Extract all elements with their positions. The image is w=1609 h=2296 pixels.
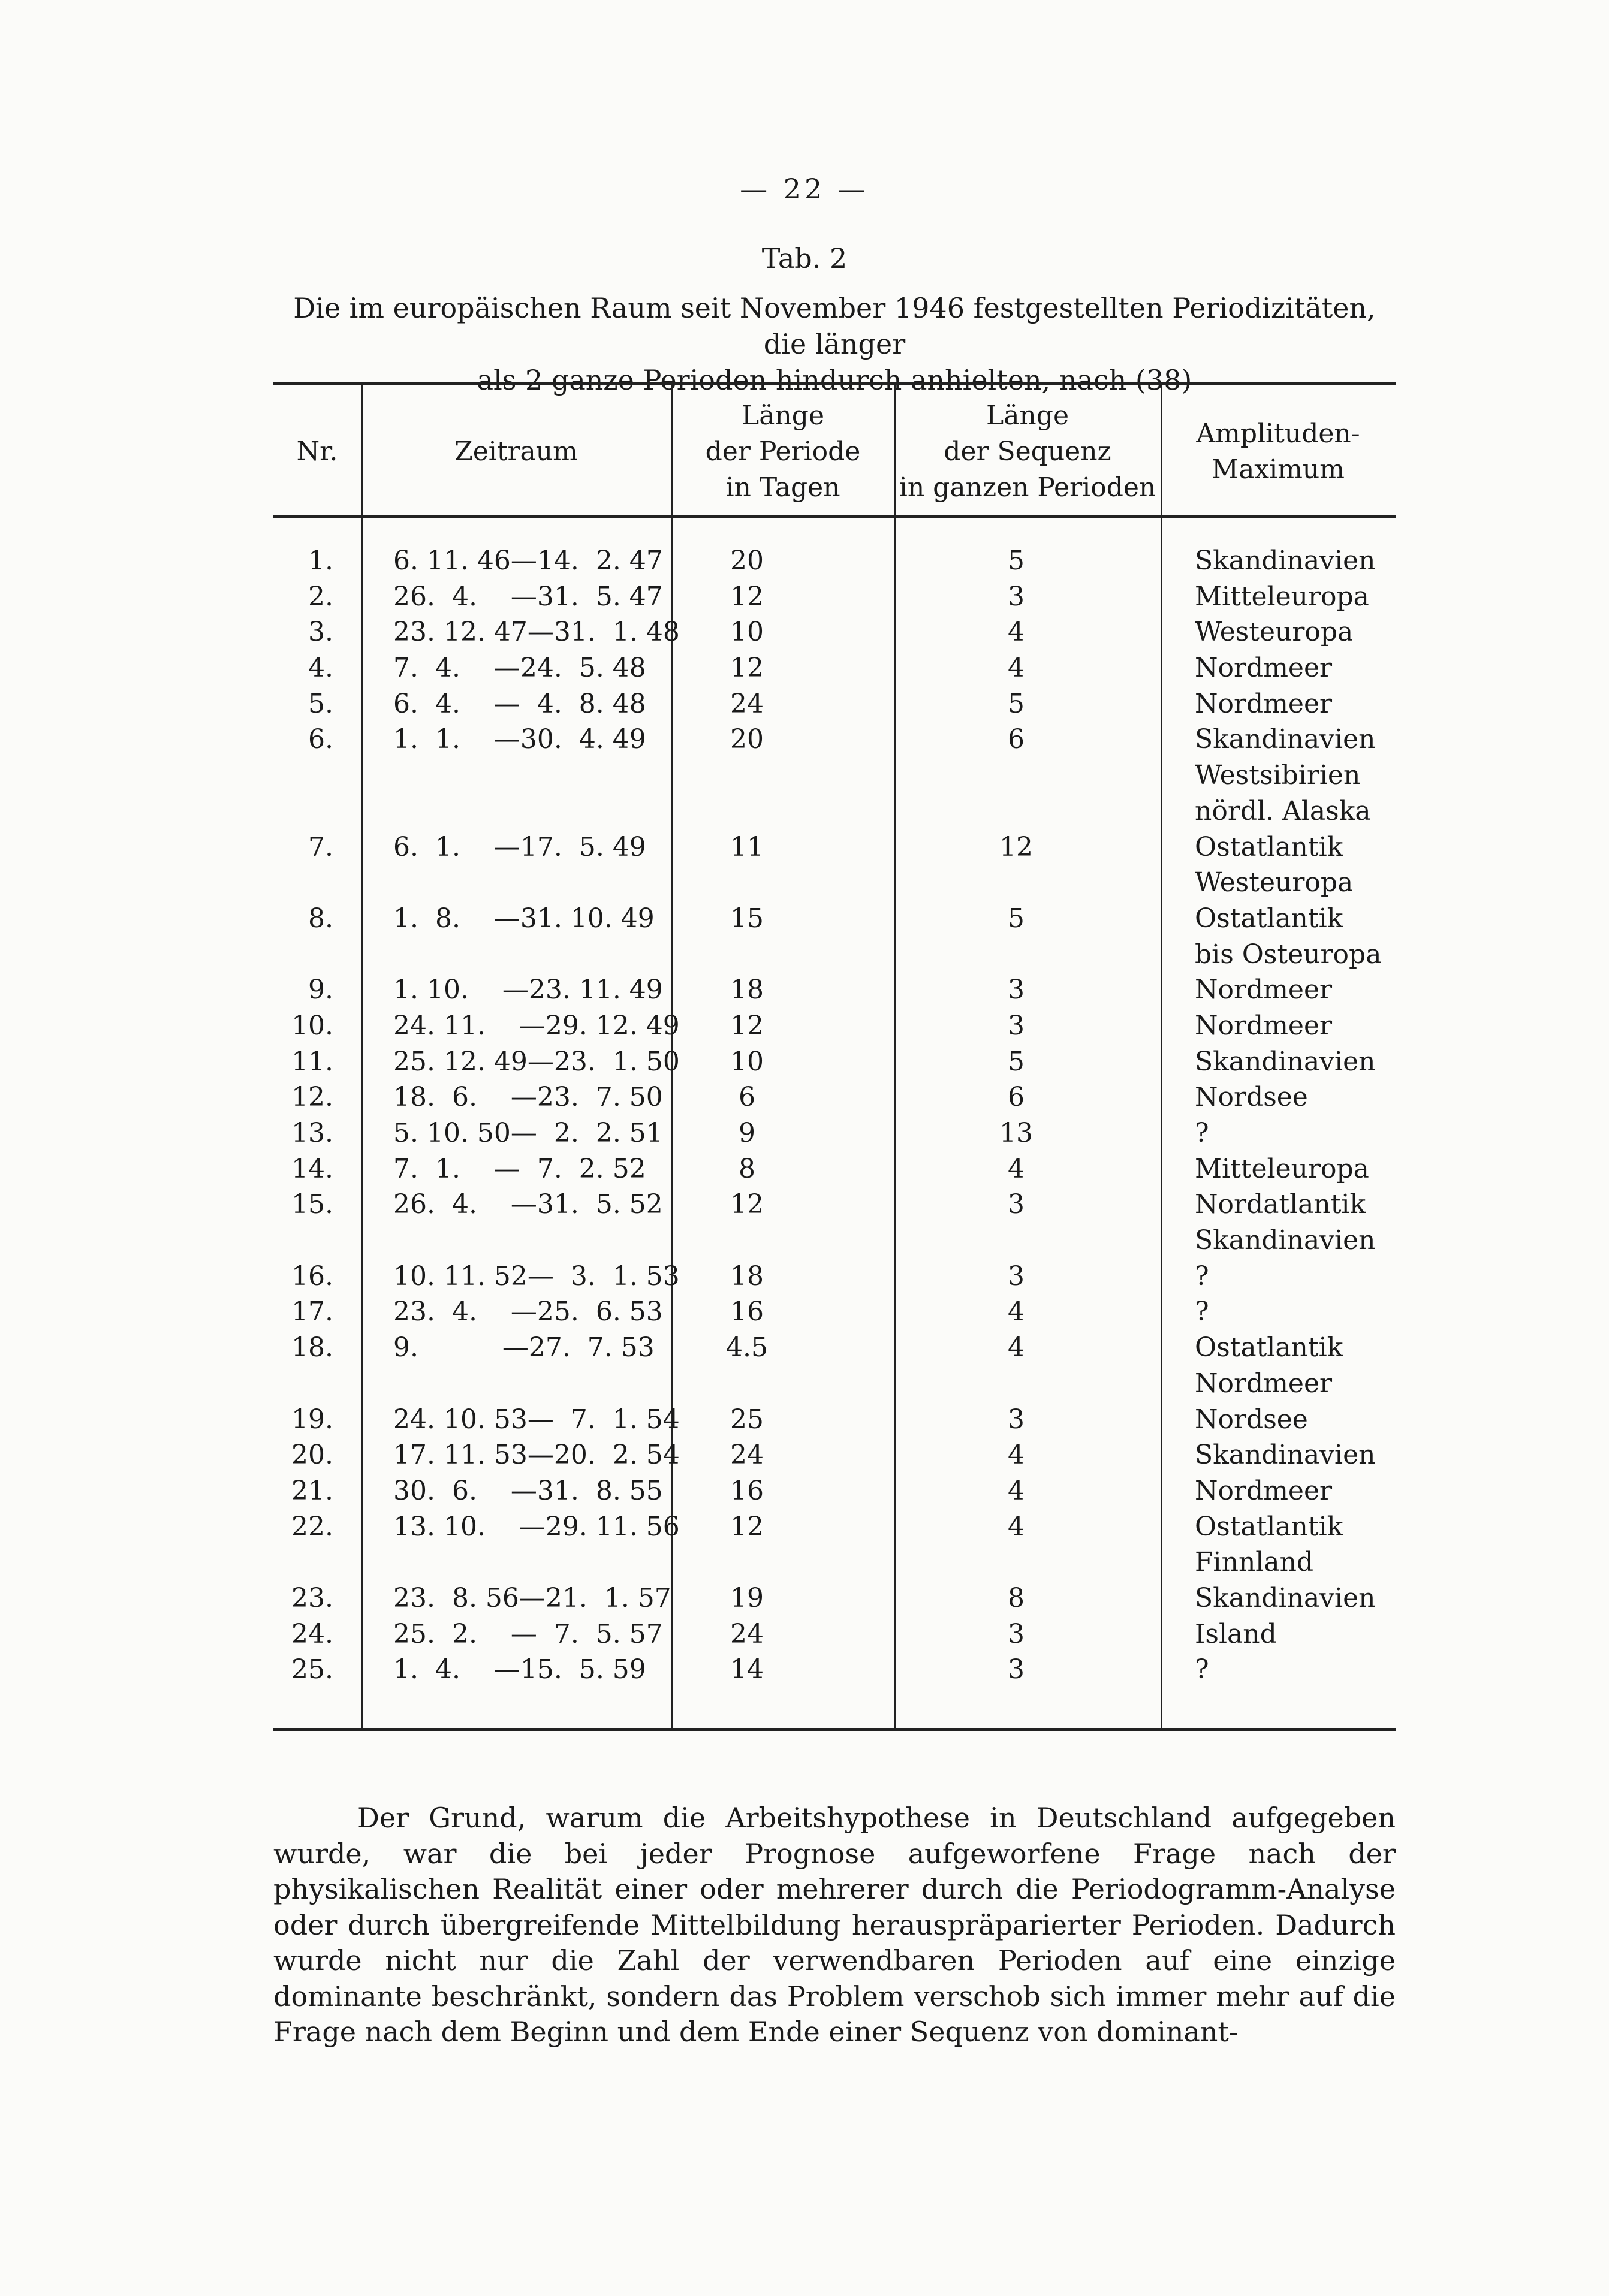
table-row: [273, 1366, 1396, 1402]
cell-ls: 5: [1008, 545, 1025, 576]
cell-ls: 4: [1008, 1296, 1025, 1327]
cell-nr: 6.: [308, 724, 333, 755]
table-caption: [273, 290, 1396, 398]
cell-nr: 25.: [291, 1654, 333, 1685]
cell-nr: 23.: [291, 1582, 333, 1613]
cell-amp: Mitteleuropa: [1195, 1153, 1369, 1184]
cell-amp: Ostatlantik: [1195, 903, 1343, 934]
cell-zeitraum: 26. 4. —31. 5. 47: [393, 581, 663, 612]
cell-nr: 11.: [291, 1046, 333, 1077]
cell-ls: 3: [1008, 1189, 1025, 1220]
cell-lp: 12: [730, 1189, 764, 1220]
table-row: [273, 614, 1396, 650]
cell-zeitraum: 10. 11. 52— 3. 1. 53: [393, 1260, 680, 1292]
cell-lp: 16: [730, 1296, 764, 1327]
cell-amp: ?: [1195, 1654, 1209, 1685]
cell-ls: 6: [1008, 1082, 1025, 1113]
table-row: [273, 1544, 1396, 1580]
header-zeitraum: Zeitraum: [454, 436, 578, 467]
table-label: Tab. 2: [761, 242, 848, 274]
page-number: — 22 —: [740, 173, 869, 205]
cell-zeitraum: 1. 8. —31. 10. 49: [393, 903, 655, 934]
cell-amp: ?: [1195, 1296, 1209, 1327]
cell-zeitraum: 13. 10. —29. 11. 56: [393, 1511, 680, 1542]
cell-amp: Nordmeer: [1195, 974, 1333, 1006]
cell-amp: Westeuropa: [1195, 617, 1354, 648]
cell-zeitraum: 6. 4. — 4. 8. 48: [393, 688, 646, 719]
cell-ls: 3: [1008, 1654, 1025, 1685]
body-paragraph: [273, 1800, 1396, 2050]
cell-ls: 12: [999, 831, 1033, 862]
cell-amp: Nordmeer: [1195, 688, 1333, 719]
cell-ls: 8: [1008, 1582, 1025, 1613]
header-laenge-sequenz: Länge der Sequenz in ganzen Perioden: [899, 400, 1156, 503]
cell-lp: 14: [730, 1654, 764, 1685]
cell-nr: 15.: [291, 1189, 333, 1220]
cell-amp: Finnland: [1195, 1547, 1314, 1578]
table-row: [273, 758, 1396, 794]
cell-ls: 3: [1008, 581, 1025, 612]
cell-lp: 24: [730, 1618, 764, 1649]
cell-nr: 2.: [308, 581, 333, 612]
table-row: [273, 1580, 1396, 1616]
table-row: [273, 1151, 1396, 1187]
cell-ls: 3: [1008, 1618, 1025, 1649]
cell-lp: 25: [730, 1404, 764, 1435]
table-row: [273, 1473, 1396, 1509]
cell-lp: 24: [730, 688, 764, 719]
cell-nr: 10.: [291, 1010, 333, 1041]
cell-zeitraum: 24. 11. —29. 12. 49: [393, 1010, 680, 1041]
cell-nr: 19.: [291, 1404, 333, 1435]
cell-amp: Ostatlantik: [1195, 831, 1343, 862]
caption-line-2: als 2 ganze Perioden hindurch anhielten, nach (38): [477, 364, 1192, 396]
table-row: [273, 543, 1396, 579]
table-row: [273, 1402, 1396, 1438]
cell-lp: 11: [730, 831, 764, 862]
cell-zeitraum: 7. 1. — 7. 2. 52: [393, 1153, 646, 1184]
table-row: [273, 1115, 1396, 1151]
header-laenge-periode: Länge der Periode in Tagen: [705, 400, 861, 503]
cell-zeitraum: 1. 10. —23. 11. 49: [393, 974, 663, 1006]
cell-nr: 4.: [308, 653, 333, 684]
cell-amp: Ostatlantik: [1195, 1332, 1343, 1363]
table-bottom-rule: [273, 1728, 1396, 1731]
cell-nr: 24.: [291, 1618, 333, 1649]
cell-lp: 16: [730, 1475, 764, 1506]
header-amplitude: Amplituden- Maximum: [1196, 418, 1360, 485]
cell-ls: 6: [1008, 724, 1025, 755]
cell-nr: 13.: [291, 1118, 333, 1148]
cell-nr: 7.: [308, 831, 333, 862]
cell-amp: Skandinavien: [1195, 1225, 1376, 1256]
cell-lp: 6: [739, 1082, 755, 1113]
periodicity-table: [273, 382, 1396, 1731]
cell-ls: 5: [1008, 1046, 1025, 1077]
cell-lp: 24: [730, 1440, 764, 1471]
table-row: [273, 865, 1396, 901]
table-row: [273, 1616, 1396, 1652]
cell-ls: 5: [1008, 688, 1025, 719]
cell-amp: Nordmeer: [1195, 653, 1333, 684]
cell-lp: 12: [730, 581, 764, 612]
cell-amp: Nordmeer: [1195, 1368, 1333, 1399]
cell-amp: Island: [1195, 1618, 1277, 1649]
cell-nr: 21.: [291, 1475, 333, 1506]
cell-ls: 4: [1008, 653, 1025, 684]
cell-amp: ?: [1195, 1118, 1209, 1148]
cell-lp: 12: [730, 1511, 764, 1542]
cell-ls: 4: [1008, 1332, 1025, 1363]
cell-lp: 12: [730, 1010, 764, 1041]
cell-zeitraum: 9. —27. 7. 53: [393, 1332, 655, 1363]
cell-zeitraum: 18. 6. —23. 7. 50: [393, 1082, 663, 1113]
cell-amp: Westsibirien: [1195, 760, 1361, 791]
cell-zeitraum: 17. 11. 53—20. 2. 54: [393, 1440, 680, 1471]
cell-zeitraum: 5. 10. 50— 2. 2. 51: [393, 1118, 663, 1148]
cell-amp: nördl. Alaska: [1195, 795, 1371, 826]
table-row: [273, 794, 1396, 829]
cell-zeitraum: 25. 2. — 7. 5. 57: [393, 1618, 663, 1649]
cell-nr: 9.: [308, 974, 333, 1006]
cell-amp: ?: [1195, 1260, 1209, 1292]
cell-nr: 18.: [291, 1332, 333, 1363]
cell-amp: Nordmeer: [1195, 1475, 1333, 1506]
cell-zeitraum: 26. 4. —31. 5. 52: [393, 1189, 663, 1220]
cell-nr: 14.: [291, 1153, 333, 1184]
cell-lp: 10: [730, 617, 764, 648]
cell-amp: Skandinavien: [1195, 545, 1376, 576]
table-row: [273, 722, 1396, 758]
cell-amp: Nordmeer: [1195, 1010, 1333, 1041]
cell-ls: 3: [1008, 1404, 1025, 1435]
table-row: [273, 829, 1396, 865]
table-row: [273, 686, 1396, 722]
table-row: [273, 1652, 1396, 1688]
cell-amp: Nordsee: [1195, 1404, 1308, 1435]
cell-nr: 20.: [291, 1440, 333, 1471]
table-row: [273, 937, 1396, 973]
cell-nr: 1.: [308, 545, 333, 576]
cell-amp: Mitteleuropa: [1195, 581, 1369, 612]
cell-ls: 4: [1008, 617, 1025, 648]
caption-line-1: Die im europäischen Raum seit November 1946 festgestellten Periodizitäten, die länger: [293, 292, 1376, 360]
cell-ls: 3: [1008, 974, 1025, 1006]
cell-lp: 18: [730, 974, 764, 1006]
cell-amp: Nordsee: [1195, 1082, 1308, 1113]
cell-lp: 9: [739, 1118, 755, 1148]
cell-lp: 20: [730, 545, 764, 576]
cell-ls: 3: [1008, 1260, 1025, 1292]
cell-ls: 4: [1008, 1440, 1025, 1471]
table-top-rule: [273, 382, 1396, 385]
cell-zeitraum: 6. 1. —17. 5. 49: [393, 831, 646, 862]
table-row: [273, 1044, 1396, 1080]
cell-nr: 22.: [291, 1511, 333, 1542]
cell-zeitraum: 6. 11. 46—14. 2. 47: [393, 545, 663, 576]
table-row: [273, 1294, 1396, 1330]
cell-zeitraum: 23. 12. 47—31. 1. 48: [393, 617, 680, 648]
cell-lp: 8: [739, 1153, 755, 1184]
table-row: [273, 1259, 1396, 1295]
cell-ls: 13: [999, 1118, 1033, 1148]
cell-nr: 12.: [291, 1082, 333, 1113]
table-row: [273, 972, 1396, 1008]
cell-lp: 18: [730, 1260, 764, 1292]
cell-nr: 8.: [308, 903, 333, 934]
cell-ls: 4: [1008, 1475, 1025, 1506]
cell-ls: 4: [1008, 1153, 1025, 1184]
table-row: [273, 901, 1396, 937]
cell-nr: 17.: [291, 1296, 333, 1327]
cell-amp: Nordatlantik: [1195, 1189, 1366, 1220]
cell-amp: Skandinavien: [1195, 1582, 1376, 1613]
table-row: [273, 579, 1396, 615]
cell-lp: 12: [730, 653, 764, 684]
cell-lp: 10: [730, 1046, 764, 1077]
cell-zeitraum: 1. 4. —15. 5. 59: [393, 1654, 646, 1685]
cell-zeitraum: 23. 8. 56—21. 1. 57: [393, 1582, 671, 1613]
table-row: [273, 1437, 1396, 1473]
cell-amp: Westeuropa: [1195, 867, 1354, 898]
cell-zeitraum: 23. 4. —25. 6. 53: [393, 1296, 663, 1327]
cell-amp: bis Osteuropa: [1195, 939, 1382, 970]
cell-amp: Skandinavien: [1195, 724, 1376, 755]
cell-nr: 5.: [308, 688, 333, 719]
cell-zeitraum: 1. 1. —30. 4. 49: [393, 724, 646, 755]
cell-ls: 4: [1008, 1511, 1025, 1542]
table-row: [273, 1509, 1396, 1545]
cell-nr: 3.: [308, 617, 333, 648]
cell-lp: 4.5: [726, 1332, 768, 1363]
table-row: [273, 1187, 1396, 1223]
cell-zeitraum: 25. 12. 49—23. 1. 50: [393, 1046, 680, 1077]
cell-ls: 5: [1008, 903, 1025, 934]
cell-amp: Skandinavien: [1195, 1046, 1376, 1077]
cell-ls: 3: [1008, 1010, 1025, 1041]
table-row: [273, 650, 1396, 686]
table-row: [273, 1223, 1396, 1259]
table-row: [273, 1079, 1396, 1115]
cell-amp: Ostatlantik: [1195, 1511, 1343, 1542]
table-row: [273, 1008, 1396, 1044]
table-row: [273, 1330, 1396, 1366]
header-nr: Nr.: [296, 436, 338, 467]
cell-zeitraum: 30. 6. —31. 8. 55: [393, 1475, 663, 1506]
cell-zeitraum: 24. 10. 53— 7. 1. 54: [393, 1404, 680, 1435]
cell-zeitraum: 7. 4. —24. 5. 48: [393, 653, 646, 684]
table-body: [273, 543, 1396, 1688]
cell-lp: 20: [730, 724, 764, 755]
cell-amp: Skandinavien: [1195, 1440, 1376, 1471]
cell-lp: 19: [730, 1582, 764, 1613]
cell-nr: 16.: [291, 1260, 333, 1292]
cell-lp: 15: [730, 903, 764, 934]
table-header-rule: [273, 515, 1396, 518]
paragraph-text: Der Grund, warum die Arbeitshypothese in Deutschland aufgegeben wurde, war die bei jeder Prognose aufgeworfene Frage nach der physikalischen Realität einer oder mehrerer durch die Periodogramm-Analyse oder durch übergreifende Mittelbildung herauspräparierter Perioden. Dadurch wurde nicht nur die Zahl der verwendbaren Perioden auf eine einzige dominante beschränkt, sondern das Problem verschob sich immer mehr auf die Frage nach dem Beginn und dem Ende einer Sequenz von dominant-: [273, 1802, 1396, 2048]
